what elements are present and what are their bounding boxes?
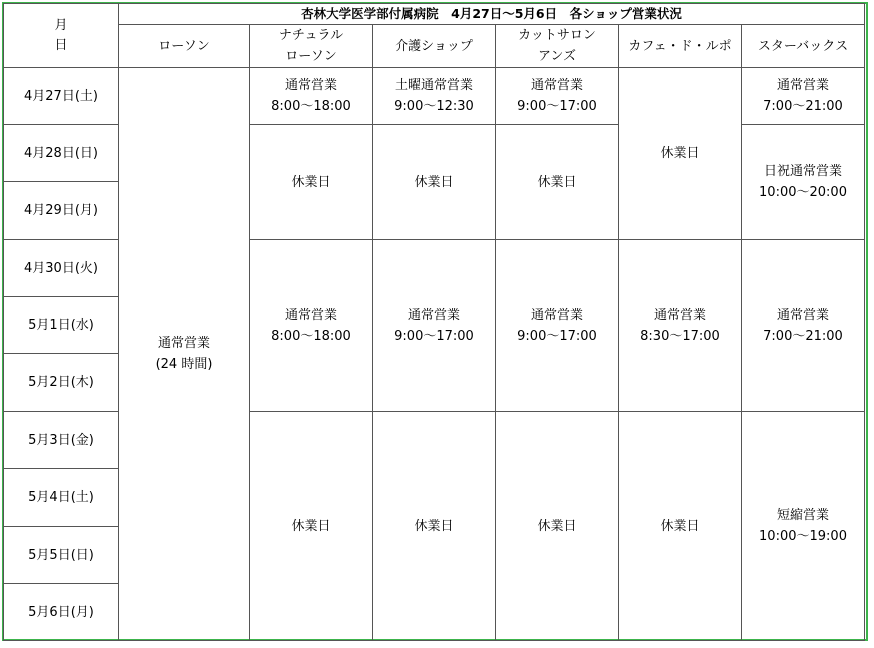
cut-status-may3-6: 休業日	[496, 412, 619, 641]
date-cell: 5月4日(土)	[4, 469, 119, 527]
natural-status-apr30-may2: 通常営業 8:00～18:00	[250, 240, 373, 412]
starbucks-status-apr27: 通常営業 7:00～21:00	[742, 68, 865, 125]
date-cell: 5月1日(水)	[4, 297, 119, 354]
shop-header-cut-salon: カットサロン アンズ	[496, 25, 619, 68]
date-corner-header	[4, 4, 119, 68]
shop-header-starbucks: スターバックス	[742, 25, 865, 68]
cafe-status-apr27-29: 休業日	[619, 68, 742, 240]
date-cell: 4月28日(日)	[4, 125, 119, 182]
date-cell: 5月5日(日)	[4, 527, 119, 584]
kaigo-status-apr30-may2: 通常営業 9:00～17:00	[373, 240, 496, 412]
table-title: 杏林大学医学部付属病院 4月27日～5月6日 各ショップ営業状況	[119, 4, 865, 25]
starbucks-status-may3-6: 短縮営業 10:00～19:00	[742, 412, 865, 641]
cut-status-apr30-may2: 通常営業 9:00～17:00	[496, 240, 619, 412]
shop-header-natural-lawson: ナチュラル ローソン	[250, 25, 373, 68]
kaigo-status-apr28-29: 休業日	[373, 125, 496, 240]
cut-status-apr27: 通常営業 9:00～17:00	[496, 68, 619, 125]
natural-status-may3-6: 休業日	[250, 412, 373, 641]
starbucks-status-apr28-29: 日祝通常営業 10:00～20:00	[742, 125, 865, 240]
date-cell: 4月29日(月)	[4, 182, 119, 240]
date-cell: 5月3日(金)	[4, 412, 119, 469]
date-cell: 4月27日(土)	[4, 68, 119, 125]
natural-status-apr27: 通常営業 8:00～18:00	[250, 68, 373, 125]
lawson-status: 通常営業 (24 時間)	[119, 68, 250, 641]
date-cell: 4月30日(火)	[4, 240, 119, 297]
shop-header-kaigo: 介護ショップ	[373, 25, 496, 68]
cafe-status-apr30-may2: 通常営業 8:30～17:00	[619, 240, 742, 412]
shop-header-lawson: ローソン	[119, 25, 250, 68]
date-cell: 5月6日(月)	[4, 584, 119, 641]
corner-month: 月	[54, 17, 68, 33]
starbucks-status-apr30-may2: 通常営業 7:00～21:00	[742, 240, 865, 412]
schedule-table	[3, 3, 865, 641]
date-cell: 5月2日(木)	[4, 354, 119, 412]
cut-status-apr28-29: 休業日	[496, 125, 619, 240]
cafe-status-may3-6: 休業日	[619, 412, 742, 641]
shop-header-cafe: カフェ・ド・ルポ	[619, 25, 742, 68]
kaigo-status-may3-6: 休業日	[373, 412, 496, 641]
kaigo-status-apr27: 土曜通常営業 9:00～12:30	[373, 68, 496, 125]
corner-day: 日	[54, 37, 68, 53]
natural-status-apr28-29: 休業日	[250, 125, 373, 240]
